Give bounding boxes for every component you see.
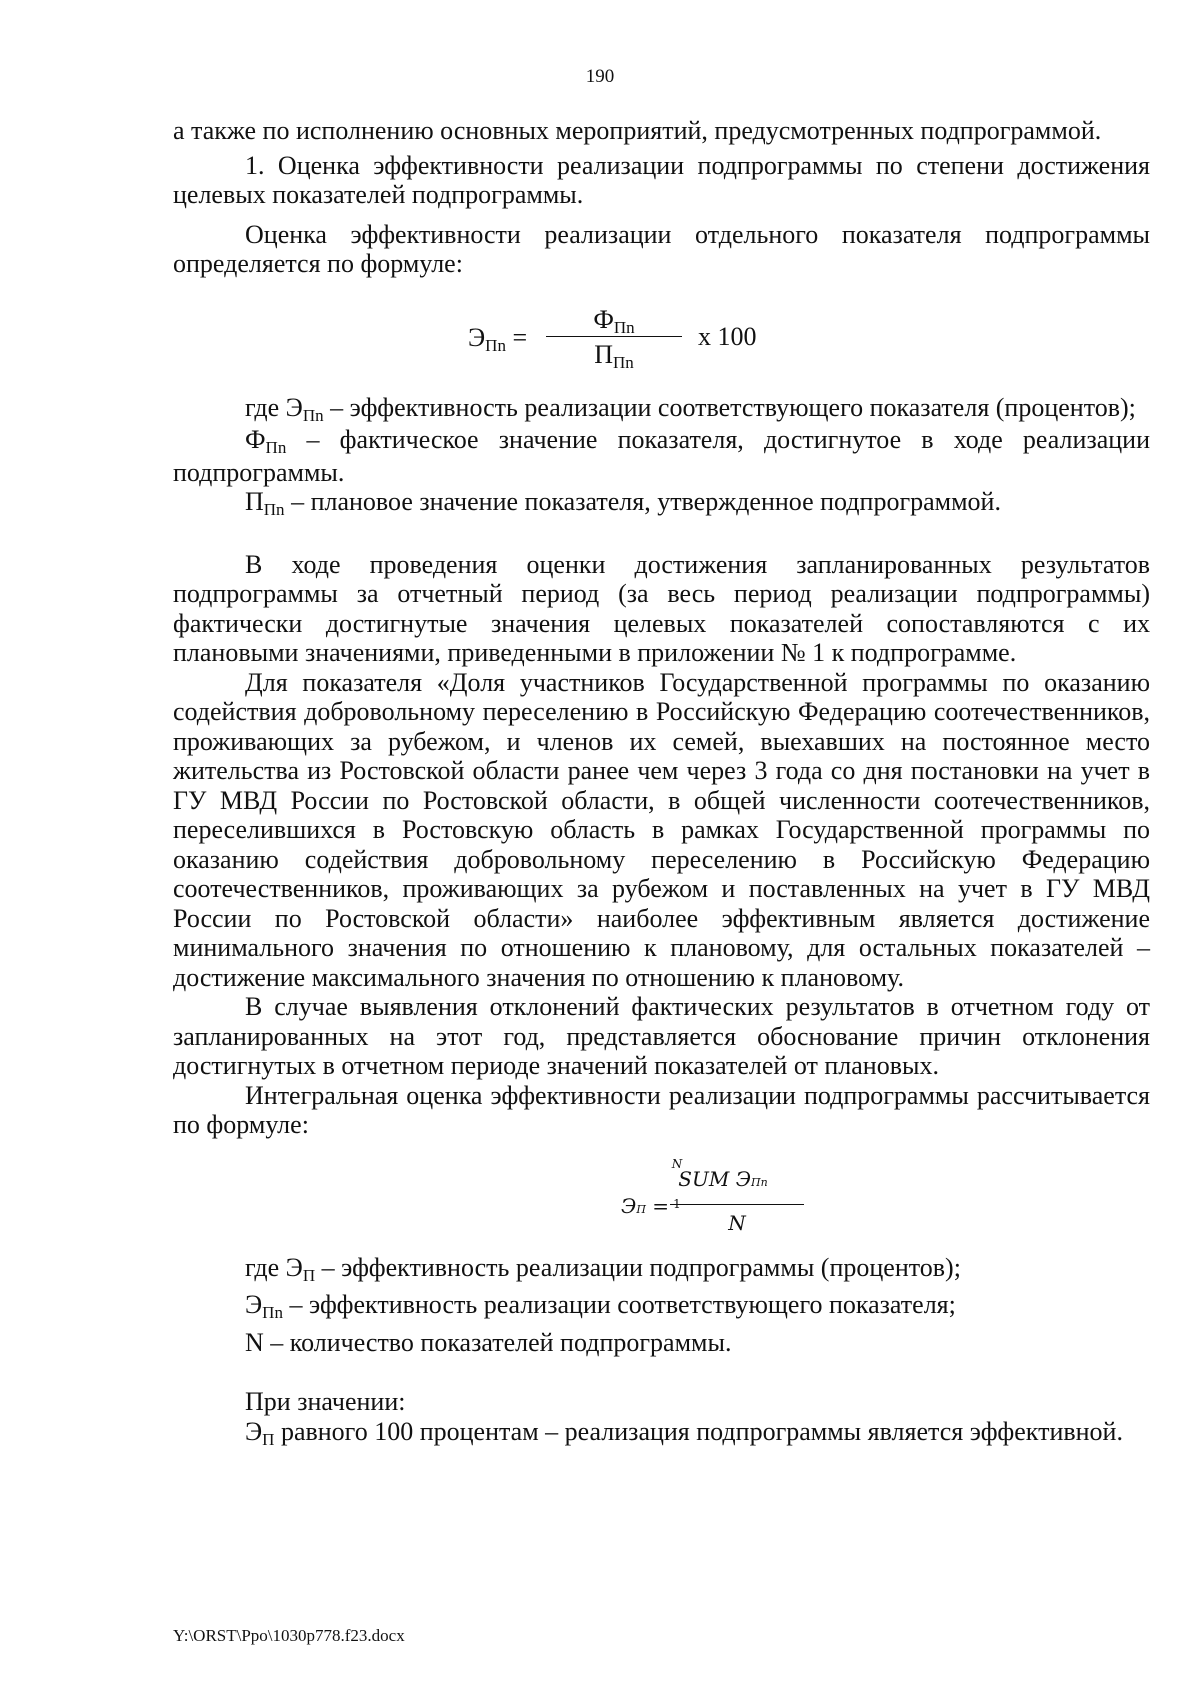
paragraph-3: Оценка эффективности реализации отдельного показателя подпрограммы определяется по формуле:	[173, 219, 1150, 278]
formula2-fraction-bar	[670, 1204, 804, 1205]
page-number: 190	[585, 66, 615, 87]
formula1-numerator: ФПn	[593, 304, 635, 337]
definition-subprogram-efficiency: где ЭП – эффективность реализации подпрограммы (процентов);	[245, 1252, 961, 1285]
formula1-fraction-bar	[546, 336, 682, 337]
formula1-lhs: ЭПn =	[468, 322, 528, 355]
definition-indicator-count: N – количество показателей подпрограммы.	[245, 1327, 732, 1357]
formula-indicator-efficiency	[173, 291, 1150, 383]
formula1-denominator: ППn	[594, 339, 634, 372]
paragraph-integral: Интегральная оценка эффективности реализации подпрограммы рассчитывается по формуле:	[173, 1080, 1150, 1139]
paragraph-indicator-share: Для показателя «Доля участников Государственной программы по оказанию содействия добровольному переселению в Российскую Федерацию соотечественников, проживающих за рубежом, и членов их семей, выехавших на постоянное место жительства из Ростовской области ранее чем через 3 года со дня постановки на учет в ГУ МВД России по Ростовской области, в общей численности соотечественников, переселившихся в Ростовскую область в рамках Государственной программы по оказанию содействия добровольному переселению в Российскую Федерацию соотечественников, проживающих за рубежом и поставленных на учет в ГУ МВД России по Ростовской области» наиболее эффективным является достижение минимального значения по отношению к плановому, для остальных показателей – достижение максимального значения по отношению к плановому.	[173, 667, 1150, 992]
document-file-path: Y:\ORST\Ppo\1030p778.f23.docx	[173, 1626, 405, 1645]
paragraph-assessment: В ходе проведения оценки достижения запланированных результатов подпрограммы за отчетный период (за весь период реализации подпрограммы) фактически достигнутые значения целевых показателей сопоставляются с их плановыми значениями, приведенными в приложении № 1 к подпрограмме.	[173, 549, 1150, 667]
formula1-multiplier: x 100	[698, 321, 757, 351]
definition-actual-value: ФПn – фактическое значение показателя, достигнутое в ходе реализации подпрограммы.	[173, 425, 1150, 487]
paragraph-2: 1. Оценка эффективности реализации подпрограммы по степени достижения целевых показателей подпрограммы.	[173, 150, 1150, 209]
formula2-upper-limit: N	[671, 1156, 683, 1171]
formula-integral-efficiency	[173, 1152, 1150, 1248]
formula2-lower-limit: 1	[673, 1196, 681, 1211]
paragraph-deviations: В случае выявления отклонений фактических результатов в отчетном году от запланированных на этот год, представляется обоснование причин отклонения достигнутых в отчетном периоде значений показателей от плановых.	[173, 992, 1150, 1080]
paragraph-values-intro: При значении:	[245, 1387, 406, 1416]
formula2-denominator: N	[728, 1210, 746, 1235]
definition-indicator-efficiency: ЭПn – эффективность реализации соответствующего показателя;	[245, 1290, 956, 1322]
paragraph-value-100: ЭП равного 100 процентам – реализация подпрограммы является эффективной.	[245, 1416, 1123, 1449]
paragraph-1: а также по исполнению основных мероприятий, предусмотренных подпрограммой.	[173, 116, 1102, 145]
definition-planned-value: ППn – плановое значение показателя, утвержденное подпрограммой.	[245, 487, 1001, 519]
formula2-lhs: ЭП =	[621, 1193, 670, 1218]
document-body	[173, 116, 1150, 1449]
definition-efficiency: где ЭПn – эффективность реализации соответствующего показателя (процентов);	[245, 392, 1136, 425]
formula2-numerator: SUM ЭПn	[678, 1166, 768, 1191]
